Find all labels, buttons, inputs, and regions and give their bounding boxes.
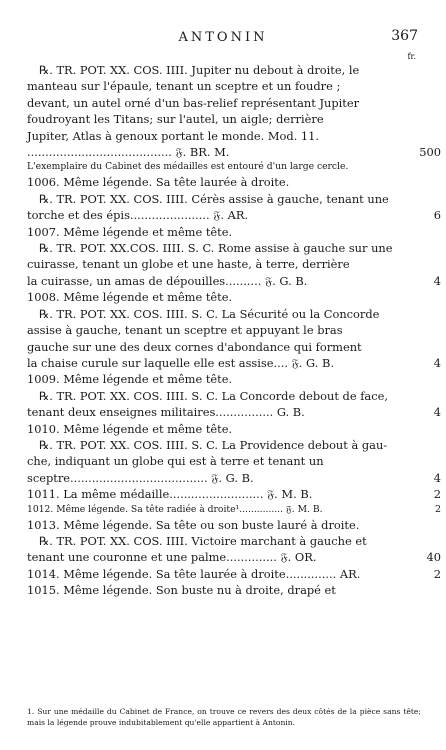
- catalogue-entry: [27, 421, 441, 487]
- catalogue-entry: [27, 517, 441, 566]
- catalogue-entry: [27, 566, 441, 582]
- entry-line: foudroyant les Titans; sur l'autel, un aigle; derrière: [27, 112, 324, 127]
- entry-price: 2: [433, 487, 441, 502]
- entry-line: tenant deux enseignes militaires................ G. B.: [27, 405, 305, 420]
- catalogue-entry: [27, 582, 419, 598]
- entry-line: ℞. TR. POT. XX. COS. IIII. S. C. La Providence debout à gau-: [39, 437, 388, 452]
- catalogue-entry: [27, 174, 441, 223]
- footnote: 1. Sur une médaille du Cabinet de France, on trouve ce revers des deux côtés de la pièce sans tête; mais la légende prouve indubitablement qu'elle appartient à Antonin.: [27, 707, 421, 727]
- entry-line: Jupiter, Atlas à genoux portant le monde. Mod. 11.: [27, 128, 320, 143]
- catalogue-entry: [27, 224, 441, 290]
- entry-price: 4: [433, 405, 441, 420]
- entry-line: la chaise curule sur laquelle elle est assise.... 𝔉. G. B.: [27, 355, 334, 370]
- entry-line: ℞. TR. POT. XX.COS. IIII. S. C. Rome assise à gauche sur une: [39, 241, 393, 256]
- catalogue-entry: [27, 503, 441, 517]
- running-title: ANTONIN: [178, 30, 268, 45]
- entry-line: tenant une couronne et une palme.............. 𝔉. OR.: [27, 550, 317, 565]
- catalogue-entry: [27, 62, 441, 160]
- catalogue-note: [27, 160, 419, 174]
- entry-line: ℞. TR. POT. XX. COS. IIII. Cérès assise à gauche, tenant une: [39, 191, 389, 206]
- entry-line: torche et des épis...................... 𝔉. AR.: [27, 208, 249, 223]
- entry-price: 4: [433, 273, 441, 288]
- entry-line: cuirasse, tenant un globe et une haste, à terre, derrière: [27, 257, 350, 272]
- catalogue-entry: [27, 371, 441, 420]
- entry-price: 6: [433, 208, 441, 223]
- catalogue-entry: [27, 486, 441, 502]
- entry-line: che, indiquant un globe qui est à terre et tenant un: [27, 454, 324, 469]
- entry-line: 1008. Même légende et même tête.: [27, 290, 233, 305]
- entry-line: manteau sur l'épaule, tenant un sceptre et un foudre ;: [27, 79, 341, 94]
- entry-price: 2: [434, 503, 441, 515]
- entry-price: 4: [433, 355, 441, 370]
- entry-line: ℞. TR. POT. XX. COS. IIII. Victoire marchant à gauche et: [39, 533, 367, 548]
- catalogue-body: [27, 62, 441, 599]
- entry-line: 1014. Même légende. Sa tête laurée à droite.............. AR.: [27, 566, 361, 581]
- page-number: 367: [391, 28, 418, 44]
- entry-line: 1006. Même légende. Sa tête laurée à droite.: [27, 175, 290, 190]
- entry-line: 1009. Même légende et même tête.: [27, 372, 233, 387]
- entry-line: L'exemplaire du Cabinet des médailles est entouré d'un large cercle.: [27, 161, 349, 173]
- entry-price: 2: [433, 566, 441, 581]
- entry-line: 1012. Même légende. Sa tête radiée à droite¹............... 𝔉. M. B.: [27, 503, 323, 515]
- entry-line: ℞. TR. POT. XX. COS. IIII. S. C. La Concorde debout de face,: [39, 388, 388, 403]
- entry-price: 500: [419, 145, 441, 160]
- catalogue-entry: [27, 289, 441, 371]
- entry-line: ........................................ 𝔉. BR. M.: [27, 145, 230, 160]
- currency-unit-label: fr.: [407, 52, 416, 61]
- entry-price: 40: [426, 550, 441, 565]
- entry-line: ℞. TR. POT. XX. COS. IIII. S. C. La Sécurité ou la Concorde: [39, 306, 380, 321]
- entry-line: 1013. Même légende. Sa tête ou son buste lauré à droite.: [27, 517, 360, 532]
- entry-line: sceptre...................................... 𝔉. G. B.: [27, 470, 254, 485]
- entry-line: 1007. Même légende et même tête.: [27, 224, 233, 239]
- entry-line: assise à gauche, tenant un sceptre et appuyant le bras: [27, 323, 343, 338]
- entry-price: 4: [433, 470, 441, 485]
- entry-line: 1015. Même légende. Son buste nu à droite, drapé et: [27, 583, 336, 598]
- entry-line: 1011. La même médaille.......................... 𝔉. M. B.: [27, 487, 313, 502]
- entry-line: devant, un autel orné d'un bas-relief représentant Jupiter: [27, 95, 360, 110]
- entry-line: gauche sur une des deux cornes d'abondance qui forment: [27, 339, 362, 354]
- entry-line: la cuirasse, un amas de dépouilles.......... 𝔉. G. B.: [27, 273, 308, 288]
- entry-line: ℞. TR. POT. XX. COS. IIII. Jupiter nu debout à droite, le: [39, 63, 360, 77]
- entry-line: 1010. Même légende et même tête.: [27, 421, 233, 436]
